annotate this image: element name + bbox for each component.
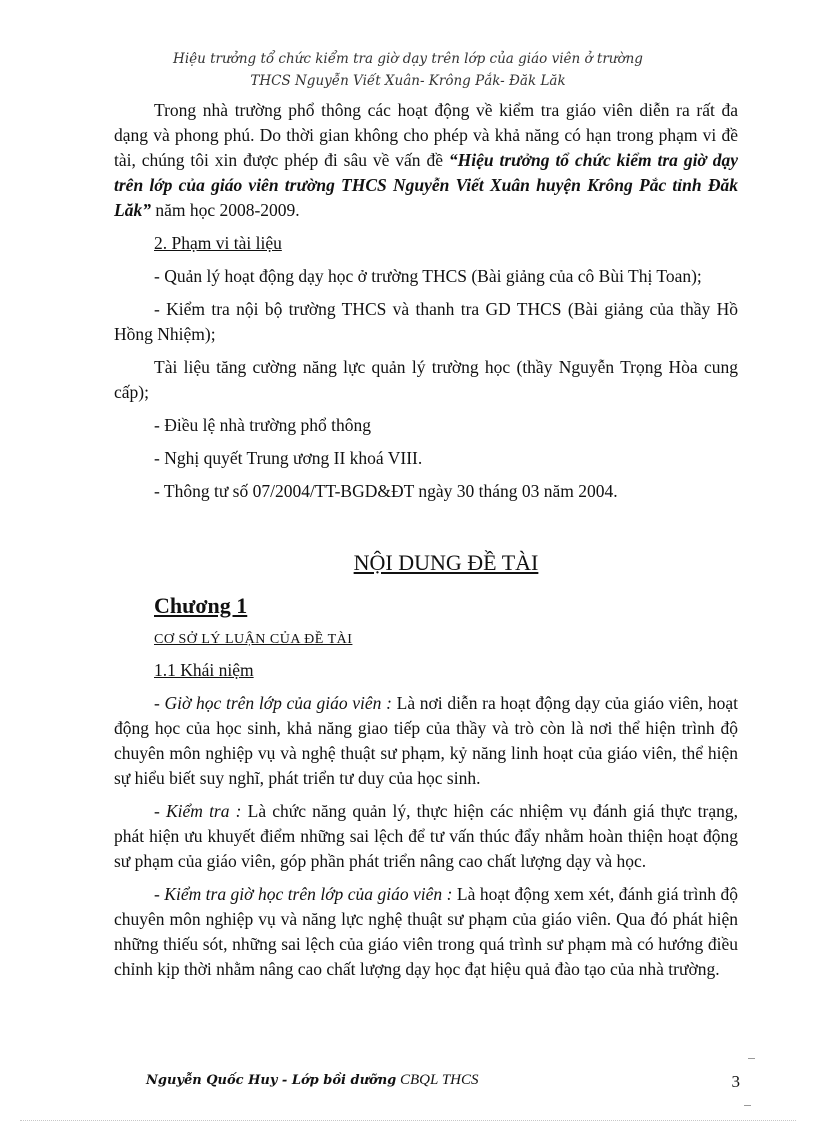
page-body xyxy=(114,98,738,990)
header-line-1: Hiệu trưởng tổ chức kiểm tra giờ dạy trên lớp của giáo viên ở trường xyxy=(173,51,643,67)
footer-signature: Nguyễn Quốc Huy - Lớp bồi dưỡng xyxy=(146,1073,397,1088)
corner-mark xyxy=(744,1105,751,1106)
definition-paragraph xyxy=(114,799,738,874)
running-header xyxy=(0,48,816,92)
intro-text-before: Trong nhà trường phổ thông các hoạt động về kiểm tra giáo viên diễn ra rất đa dạng và phong phú. Do thời gian không cho phép và khả năng có hạn trong phạm vi đề tài, chúng tôi xin được phép đi sâu về vấn đề xyxy=(114,100,738,170)
definition-term: - Giờ học trên lớp của giáo viên : xyxy=(154,693,392,713)
scope-item: - Thông tư số 07/2004/TT-BGD&ĐT ngày 30 tháng 03 năm 2004. xyxy=(154,481,618,501)
footer-author xyxy=(146,1072,479,1089)
definition-text: Là hoạt động xem xét, đánh giá trình độ chuyên môn nghiệp vụ và năng lực nghệ thuật sư phạm của giáo viên. Qua đó phát hiện những thiếu sót, những sai lệch của giáo viên trong quá trình sư phạm mà có hướng điều chỉnh kịp thời nhằm nâng cao chất lượng dạy học đạt hiệu quả đào tạo của nhà trường. xyxy=(114,884,738,979)
scope-item: - Nghị quyết Trung ương II khoá VIII. xyxy=(154,448,423,468)
chapter-subtitle: CƠ SỞ LÝ LUẬN CỦA ĐỀ TÀI xyxy=(154,632,353,647)
definition-text: Là chức năng quản lý, thực hiện các nhiệm vụ đánh giá thực trạng, phát hiện ưu khuyết điểm những sai lệch để tư vấn thúc đẩy nhằm hoàn thiện hoạt động sư phạm của giáo viên, góp phần phát triển nâng cao chất lượng dạy và học. xyxy=(114,801,738,871)
definition-paragraph xyxy=(114,882,738,982)
footer-course: CBQL THCS xyxy=(396,1072,479,1088)
section-heading-text: 1.1 Khái niệm xyxy=(154,660,254,680)
scope-item: - Điều lệ nhà trường phổ thông xyxy=(154,415,372,435)
definition-paragraph xyxy=(114,691,738,791)
definition-term: - Kiểm tra : xyxy=(154,801,242,821)
scope-item: Tài liệu tăng cường năng lực quản lý trường học (thầy Nguyễn Trọng Hòa cung cấp); xyxy=(114,357,738,402)
intro-paragraph xyxy=(114,98,738,223)
definition-text: Là nơi diễn ra hoạt động dạy của giáo viên, hoạt động học của học sinh, khả năng giao tiếp của thầy và trò còn là nơi thể hiện trình độ chuyên môn nghiệp vụ và nghệ thuật sư phạm, kỷ năng linh hoạt của giáo viên, thể hiện sự hiểu biết suy nghĩ, phát triển tư duy của học sinh. xyxy=(114,693,738,788)
scope-item: - Quản lý hoạt động dạy học ở trường THCS (Bài giảng của cô Bùi Thị Toan); xyxy=(154,266,702,286)
intro-text-after: năm học 2008-2009. xyxy=(150,200,300,220)
chapter-heading: Chương 1 xyxy=(154,593,248,618)
scope-heading xyxy=(154,231,738,256)
page-footer xyxy=(146,1072,740,1096)
header-line-2: THCS Nguyễn Viết Xuân- Krông Pắk- Đăk Lăk xyxy=(250,73,566,89)
bottom-dotted-rule xyxy=(20,1120,796,1121)
topic-title: “Hiệu trưởng tổ chức kiểm tra giờ dạy trên lớp của giáo viên trường THCS Nguyễn Viết Xuân huyện Krông Pắc tỉnh Đăk Lăk” xyxy=(114,150,738,220)
scope-item: - Kiểm tra nội bộ trường THCS và thanh tra GD THCS (Bài giảng của thầy Hồ Hồng Nhiệm); xyxy=(114,299,738,344)
corner-mark xyxy=(748,1058,755,1059)
content-title: NỘI DUNG ĐỀ TÀI xyxy=(353,550,539,575)
section-heading xyxy=(154,658,738,683)
page-number: 3 xyxy=(731,1072,740,1091)
definition-term: - Kiểm tra giờ học trên lớp của giáo viên : xyxy=(154,884,453,904)
scope-heading-text: 2. Phạm vi tài liệu xyxy=(154,233,282,253)
